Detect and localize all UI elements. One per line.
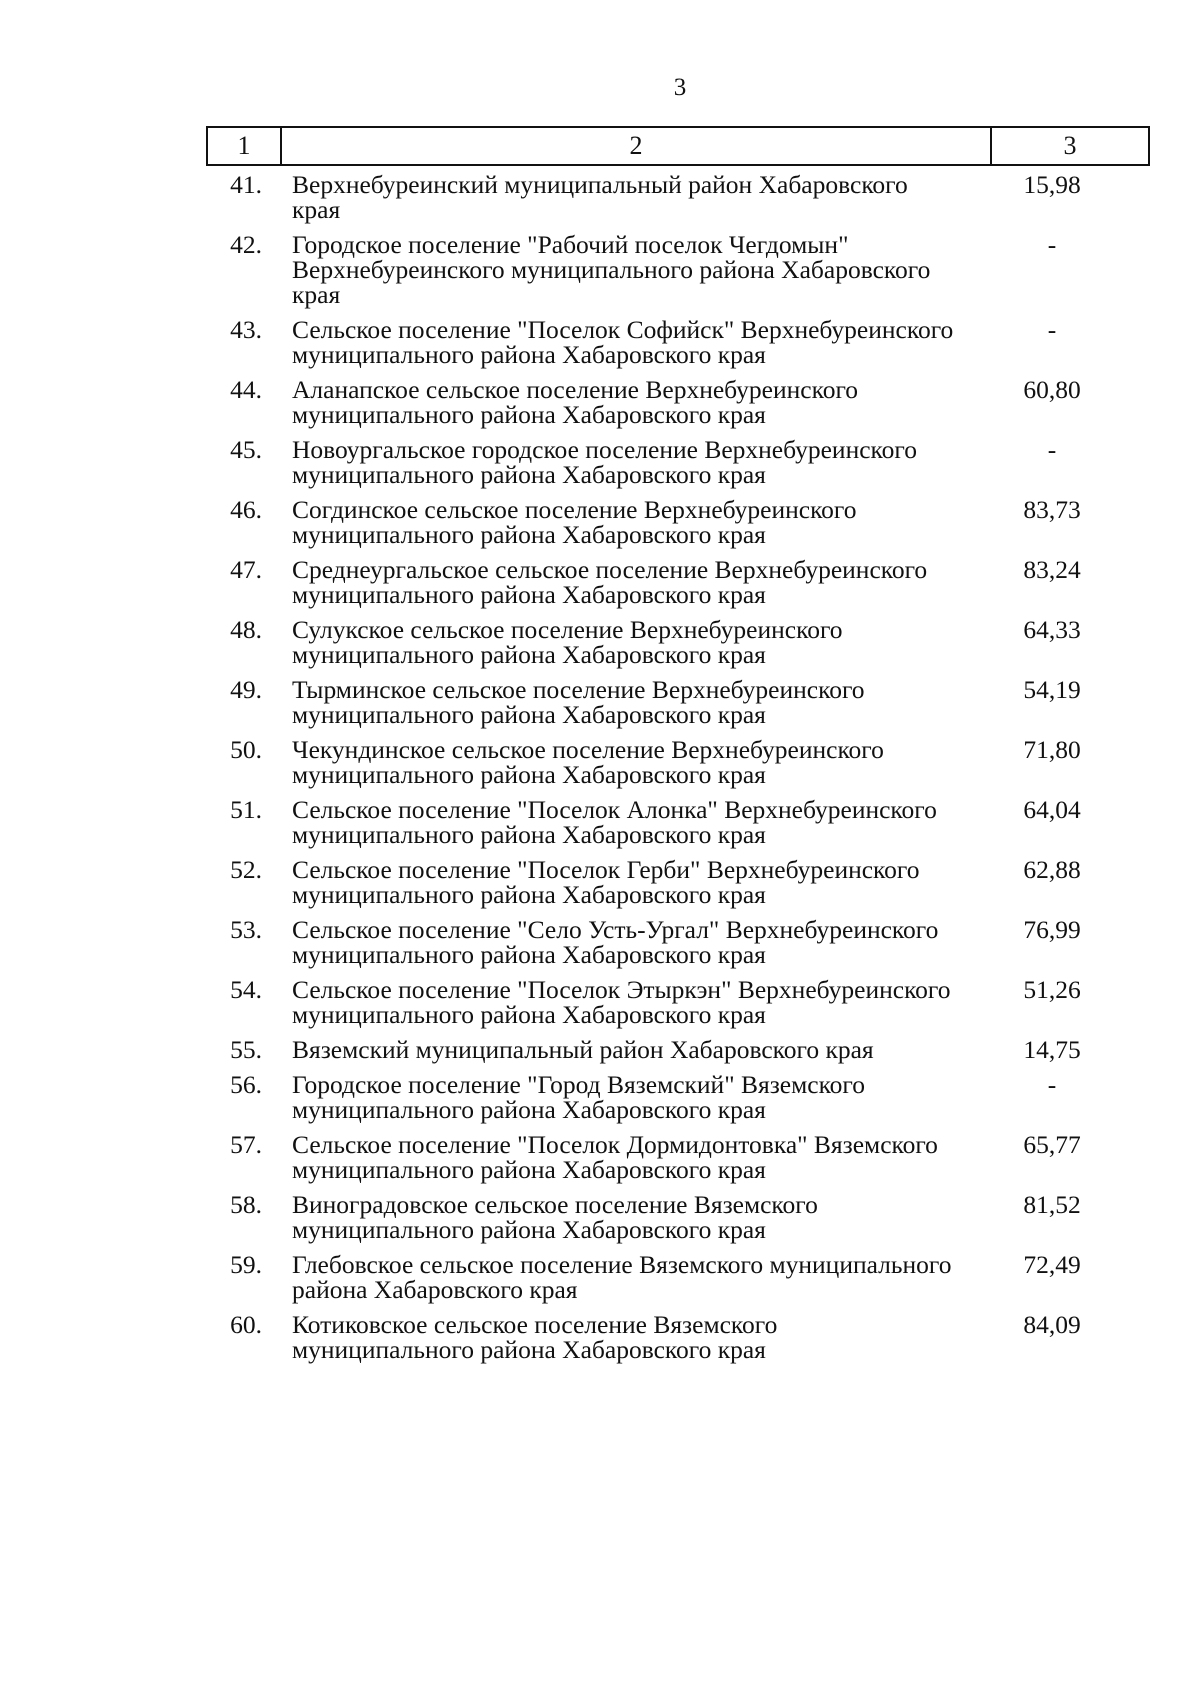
column-header-2: 2	[282, 128, 992, 164]
municipality-name: Сельское поселение "Поселок Этыркэн" Верхнебуреинского муниципального района Хабаровского края	[292, 975, 951, 1029]
row-value: 65,77	[1023, 1130, 1081, 1159]
row-value: 71,80	[1023, 735, 1081, 764]
row-number: 59.	[230, 1250, 262, 1279]
row-value: 15,98	[1023, 170, 1081, 199]
municipality-name: Глебовское сельское поселение Вяземского муниципального района Хабаровского края	[292, 1250, 952, 1304]
municipality-name: Вяземский муниципальный район Хабаровского края	[292, 1035, 874, 1064]
municipality-name: Городское поселение "Рабочий поселок Чегдомын" Верхнебуреинского муниципального района Хабаровского края	[292, 230, 931, 309]
row-number: 55.	[230, 1035, 262, 1064]
table-body	[206, 172, 1150, 1372]
table-header	[206, 126, 1150, 166]
row-value: -	[1047, 1070, 1057, 1099]
row-value: 83,24	[1023, 555, 1081, 584]
table-row	[206, 617, 1150, 677]
row-value: 64,33	[1023, 615, 1081, 644]
column-header-3: 3	[1063, 131, 1077, 160]
table-row	[206, 737, 1150, 797]
table-row	[206, 677, 1150, 737]
row-number: 57.	[230, 1130, 262, 1159]
municipality-name: Аланапское сельское поселение Верхнебуреинского муниципального района Хабаровского края	[292, 375, 859, 429]
municipality-name: Среднеургальское сельское поселение Верхнебуреинского муниципального района Хабаровского края	[292, 555, 928, 609]
table-row	[206, 377, 1150, 437]
municipality-name: Верхнебуреинский муниципальный район Хабаровского края	[292, 170, 908, 224]
municipality-name: Сельское поселение "Поселок Дормидонтовка" Вяземского муниципального района Хабаровского края	[292, 1130, 938, 1184]
municipality-name: Сельское поселение "Поселок Софийск" Верхнебуреинского муниципального района Хабаровского края	[292, 315, 954, 369]
page-number: 3	[673, 74, 687, 101]
table-row	[206, 1312, 1150, 1372]
table-row	[206, 1252, 1150, 1312]
municipality-name: Виноградовское сельское поселение Вяземского муниципального района Хабаровского края	[292, 1190, 818, 1244]
row-number: 50.	[230, 735, 262, 764]
row-number: 41.	[230, 170, 262, 199]
row-value: 54,19	[1023, 675, 1081, 704]
row-value: 51,26	[1023, 975, 1081, 1004]
row-value: -	[1047, 230, 1057, 259]
row-value: 62,88	[1023, 855, 1081, 884]
municipality-name: Новоургальское городское поселение Верхнебуреинского муниципального района Хабаровского края	[292, 435, 917, 489]
row-value: -	[1047, 435, 1057, 464]
row-number: 58.	[230, 1190, 262, 1219]
row-value: 84,09	[1023, 1310, 1081, 1339]
row-number: 54.	[230, 975, 262, 1004]
row-number: 53.	[230, 915, 262, 944]
table-row	[206, 1132, 1150, 1192]
table-row	[206, 797, 1150, 857]
row-number: 52.	[230, 855, 262, 884]
row-number: 56.	[230, 1070, 262, 1099]
municipality-name: Сельское поселение "Поселок Алонка" Верхнебуреинского муниципального района Хабаровского края	[292, 795, 937, 849]
table-row	[206, 1192, 1150, 1252]
table-row	[206, 1072, 1150, 1132]
table-row	[206, 497, 1150, 557]
row-number: 47.	[230, 555, 262, 584]
table-row	[206, 317, 1150, 377]
municipality-name: Согдинское сельское поселение Верхнебуреинского муниципального района Хабаровского края	[292, 495, 857, 549]
row-number: 45.	[230, 435, 262, 464]
municipality-name: Городское поселение "Город Вяземский" Вяземского муниципального района Хабаровского края	[292, 1070, 865, 1124]
municipality-name: Котиковское сельское поселение Вяземского муниципального района Хабаровского края	[292, 1310, 778, 1364]
table-row	[206, 857, 1150, 917]
municipality-name: Чекундинское сельское поселение Верхнебуреинского муниципального района Хабаровского края	[292, 735, 884, 789]
table-row	[206, 232, 1150, 317]
row-value: 60,80	[1023, 375, 1081, 404]
row-value: 83,73	[1023, 495, 1081, 524]
row-value: 64,04	[1023, 795, 1081, 824]
row-number: 42.	[230, 230, 262, 259]
row-number: 46.	[230, 495, 262, 524]
municipality-name: Тырминское сельское поселение Верхнебуреинского муниципального района Хабаровского края	[292, 675, 865, 729]
table-row	[206, 437, 1150, 497]
municipality-name: Сельское поселение "Село Усть-Ургал" Верхнебуреинского муниципального района Хабаровского края	[292, 915, 939, 969]
row-value: 76,99	[1023, 915, 1081, 944]
row-number: 51.	[230, 795, 262, 824]
municipality-name: Сельское поселение "Поселок Герби" Верхнебуреинского муниципального района Хабаровского края	[292, 855, 920, 909]
municipality-name: Сулукское сельское поселение Верхнебуреинского муниципального района Хабаровского края	[292, 615, 843, 669]
table-row	[206, 977, 1150, 1037]
row-value: 72,49	[1023, 1250, 1081, 1279]
row-number: 43.	[230, 315, 262, 344]
row-value: 81,52	[1023, 1190, 1081, 1219]
row-value: 14,75	[1023, 1035, 1081, 1064]
row-number: 48.	[230, 615, 262, 644]
row-number: 49.	[230, 675, 262, 704]
column-header-1: 1	[208, 128, 282, 164]
row-number: 60.	[230, 1310, 262, 1339]
row-value: -	[1047, 315, 1057, 344]
table-row	[206, 557, 1150, 617]
table-row	[206, 172, 1150, 232]
row-number: 44.	[230, 375, 262, 404]
table-row	[206, 917, 1150, 977]
table-row	[206, 1037, 1150, 1072]
